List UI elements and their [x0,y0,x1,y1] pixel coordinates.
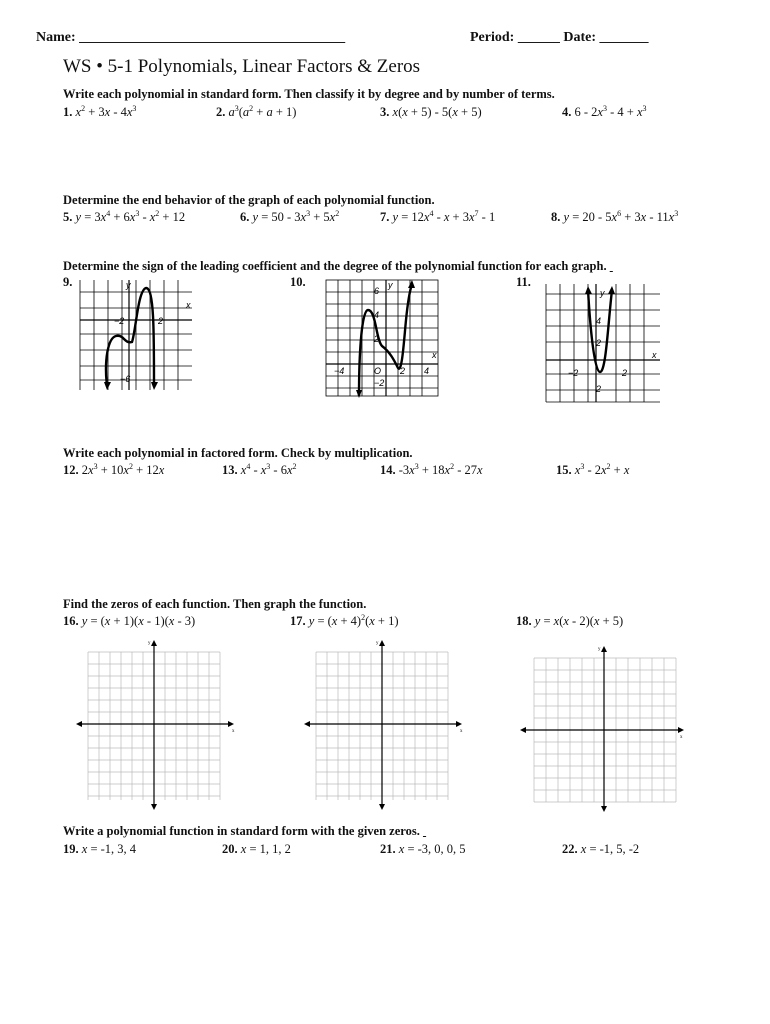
grid-17 [304,640,466,810]
period-date-field: Period: ______ Date: _______ [470,30,649,45]
graph-11-neg2: −2 [568,368,579,378]
graph-10-x-label: x [432,350,437,360]
problem-11-number: 11. [516,275,531,289]
problem-22: 22. x = -1, 5, -2 [562,842,640,856]
problem-1: 1. $x^2 + 3x - 4x^3$ [63,104,137,119]
problem-9-number: 9. [63,275,73,289]
graph-10-2: 2 [374,334,380,344]
problem-20: 20. x = 1, 1, 2 [222,842,291,856]
graph-9-neg6: −6 [120,374,131,384]
instruction-factored-form: Write each polynomial in factored form. Check by multiplication. [63,446,413,460]
instruction-write-polynomial: Write a polynomial function in standard form with the given zeros. [63,824,420,838]
problem-19: 19. x = -1, 3, 4 [63,842,137,856]
problem-8: 8. $y = 20 - 5x^6 + 3x - 11x^3$ [551,209,679,224]
instruction-zeros: Find the zeros of each function. Then graph the function. [63,597,367,611]
problem-15: 15. $x^3 - 2x^2 + x$ [556,462,630,477]
graph-10 [326,280,440,398]
grid-16-y: y [148,641,151,646]
graph-10-neg4: −4 [334,366,345,376]
problem-7: 7. $y = 12x^4 - x + 3x^7 - 1$ [380,209,496,224]
grid-17-y: y [376,641,379,646]
problem-18: 18. y = x(x - 2)(x + 5) [516,614,624,628]
problem-4: 4. $6 - 2x^3 - 4 + x^3$ [562,104,647,119]
graph-10-pos4: 4 [424,366,430,376]
instruction-leading-coefficient: Determine the sign of the leading coefficient and the degree of the polynomial function for each graph. [63,259,607,273]
graph-11-y-label: y [600,288,605,298]
instruction-end-behavior: Determine the end behavior of the graph of each polynomial function. [63,193,435,207]
problem-16: 16. y = (x + 1)(x - 1)(x - 3) [63,614,196,628]
problem-2: 2. $a^3(a^2 + a + 1)$ [216,104,297,119]
graph-11 [546,284,662,404]
grid-18 [520,646,690,812]
name-field: Name: ______________________________________ [36,30,346,45]
problem-6: 6. $y = 50 - 3x^3 + 5x^2$ [240,209,340,224]
problem-13: 13. $x^4 - x^3 - 6x^2$ [222,462,297,477]
graph-9 [80,280,196,390]
graph-10-origin: O [374,366,382,376]
grid-18-y: y [598,647,601,652]
problem-12: 12. $2x^3 + 10x^2 + 12x$ [63,462,165,477]
grid-16-x: x [232,729,235,734]
problem-21: 21. x = -3, 0, 0, 5 [380,842,466,856]
graph-11-x-label: x [652,350,657,360]
problem-5: 5. $y = 3x^4 + 6x^3 - x^2 + 12$ [63,209,186,224]
graph-11-2: 2 [596,338,602,348]
graph-11-neg2-y: 2 [596,384,602,394]
grid-18-x: x [680,735,683,740]
grid-17-x: x [460,729,463,734]
graph-9-x-label: x [186,300,191,310]
graph-9-neg2: −2 [114,316,125,326]
grid-16 [76,640,238,810]
instruction-standard-form: Write each polynomial in standard form. Then classify it by degree and by number of terms. [63,87,555,101]
graph-11-pos2: 2 [622,368,628,378]
problem-17: 17. $y = (x + 4)^2(x + 1)$ [290,613,399,628]
problem-10-number: 10. [290,275,306,289]
graph-10-pos2: 2 [400,366,406,376]
graph-9-pos2: 2 [158,316,164,326]
problem-14: 14. $-3x^3 + 18x^2 - 27x$ [380,462,483,477]
problem-3: 3. x(x + 5) - 5(x + 5) [380,105,482,119]
graph-10-4: 4 [374,310,380,320]
graph-11-4: 4 [596,316,602,326]
page-title: WS • 5-1 Polynomials, Linear Factors & Zeros [63,56,421,77]
graph-10-neg2: −2 [374,378,385,388]
graph-9-y-label: y [126,280,131,290]
graph-10-y-label: y [388,280,393,290]
graph-10-6: 6 [374,286,380,296]
